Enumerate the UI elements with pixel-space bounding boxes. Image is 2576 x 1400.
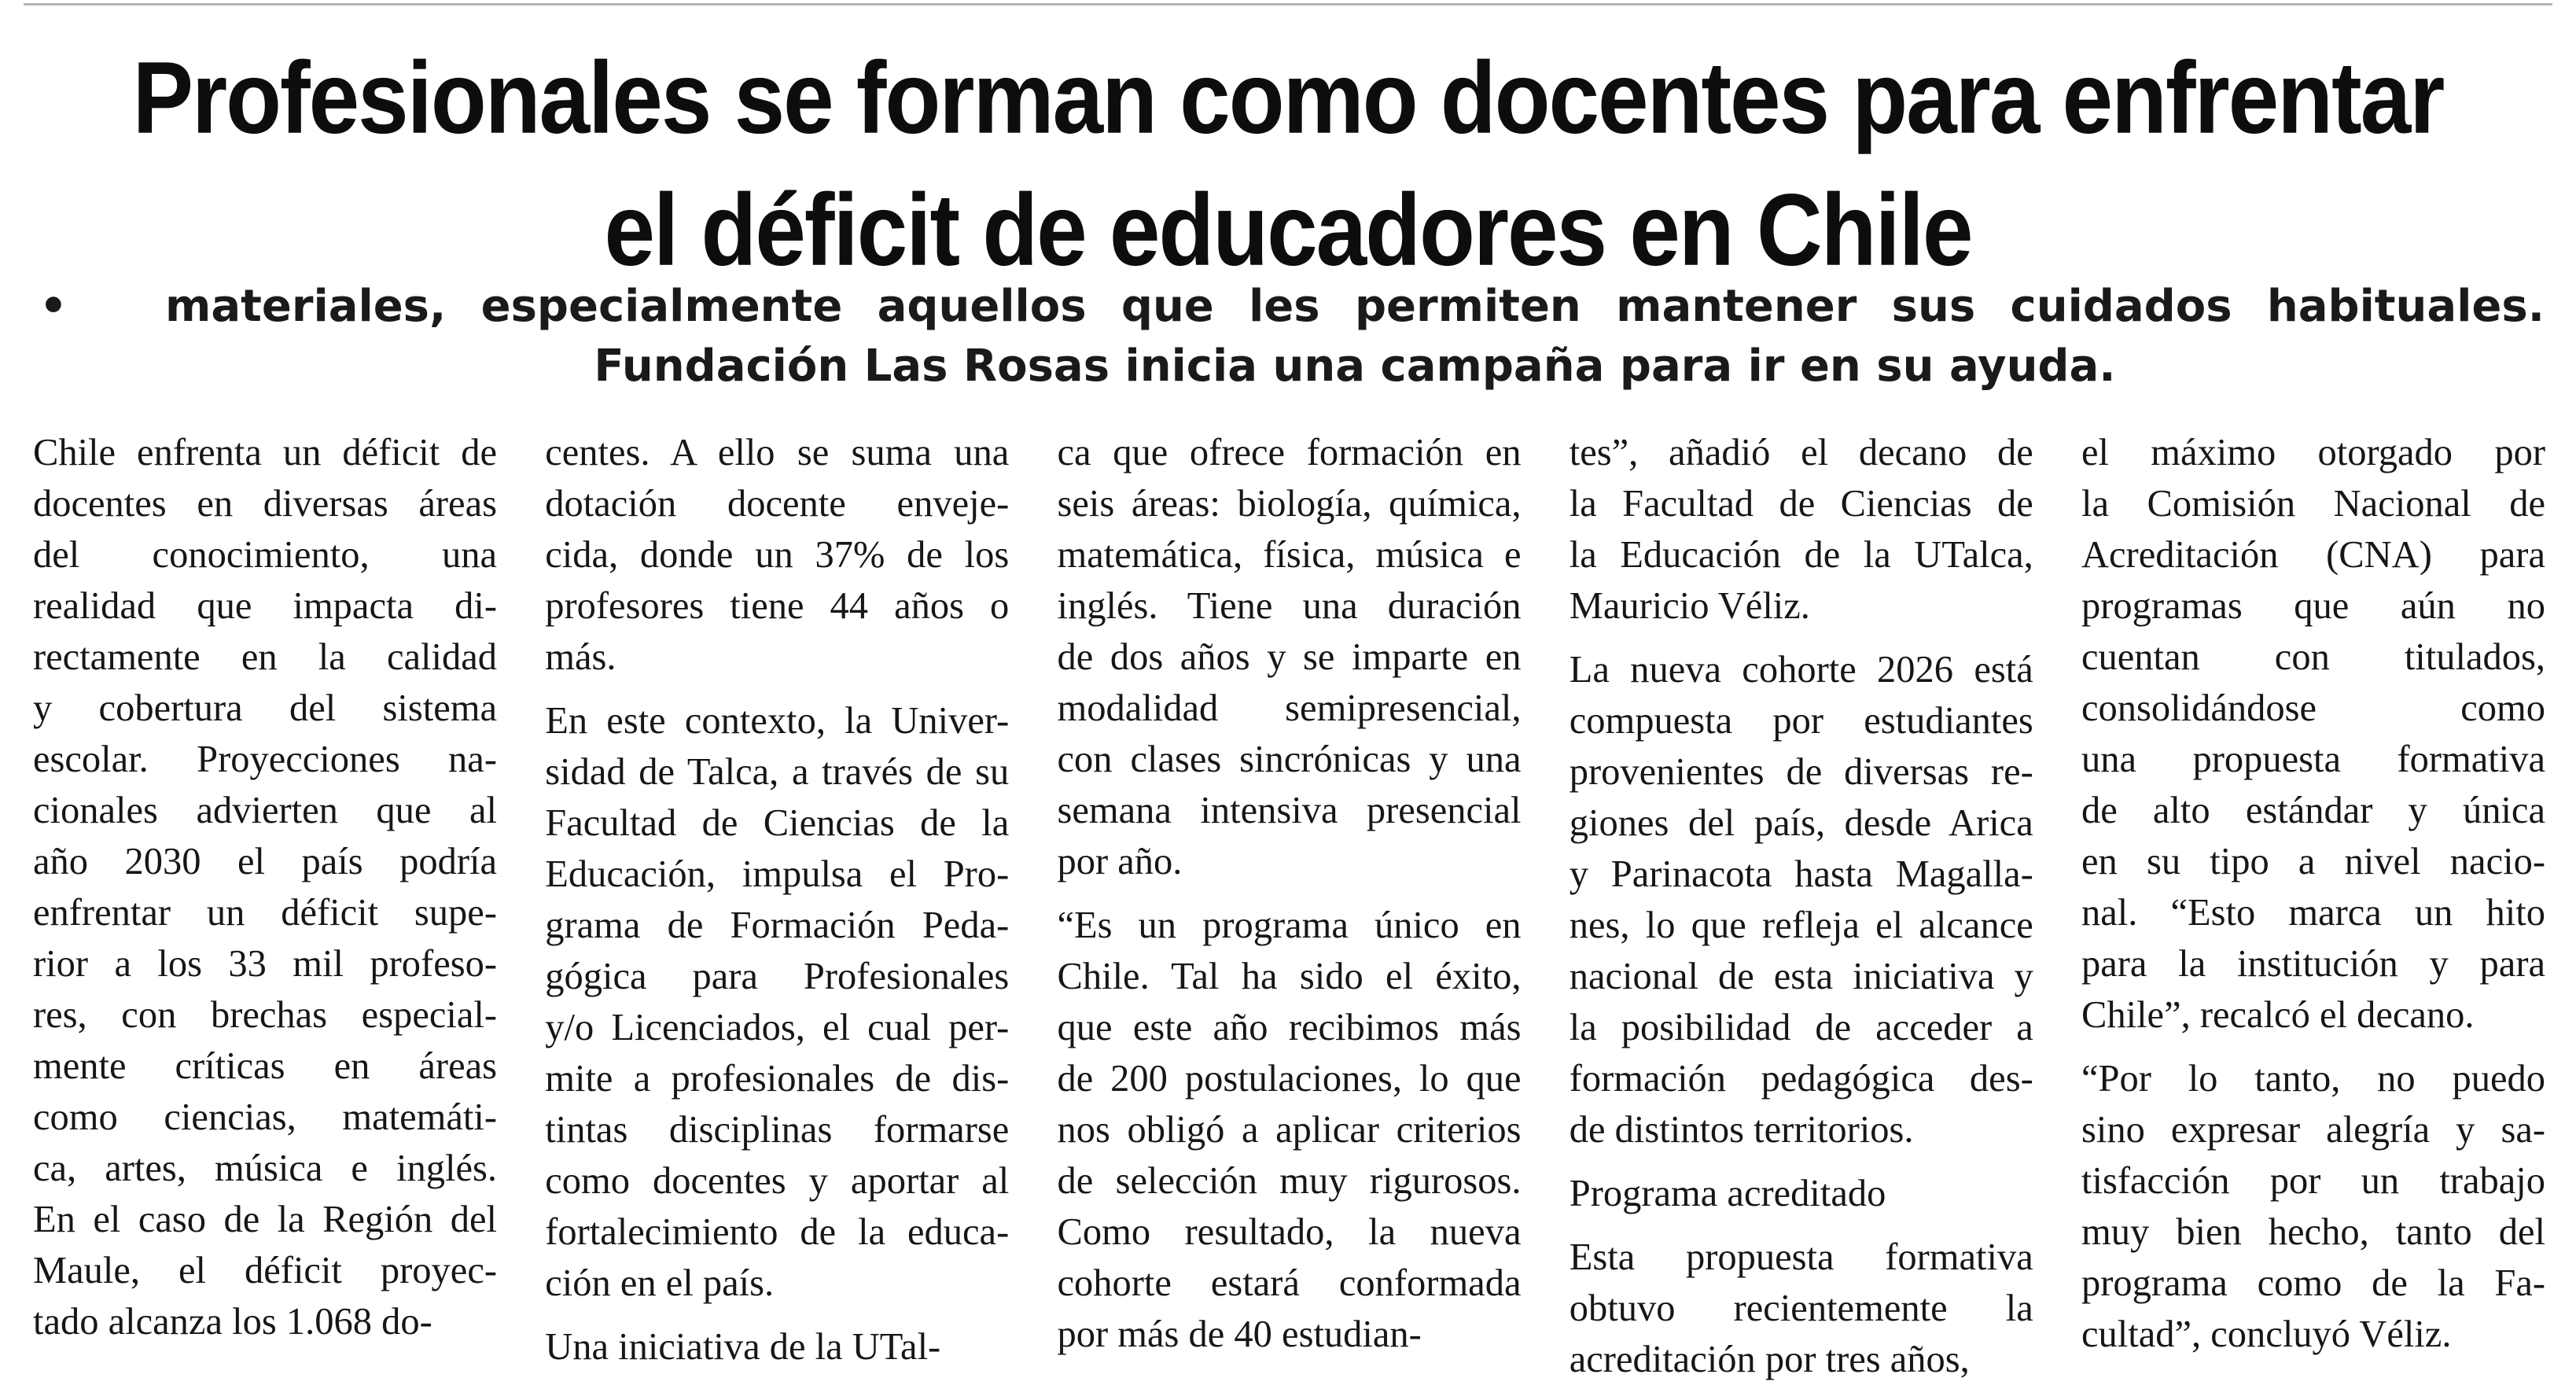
text-line: nos obligó a aplicar criterios [1057,1109,1522,1151]
article-column-5 [2081,427,2545,1371]
text-line: compuesta por estudiantes [1569,700,2033,742]
text-line: la posibilidad de acceder a [1569,1007,2033,1048]
text-line: Una iniciativa de la UTal- [545,1326,941,1368]
text-line: Maule, el déficit proyec- [33,1250,497,1291]
text-line: con clases sincrónicas y una [1057,739,1522,780]
text-line: Chile. Tal ha sido el éxito, [1057,956,1522,997]
article-column-1 [33,427,497,1371]
article-column-4 [1569,427,2033,1380]
text-line: sidad de Talca, a través de su [545,751,1010,793]
text-line: gógica para Profesionales [545,956,1010,997]
paragraph [33,427,497,1347]
paragraph [1570,644,2033,1155]
text-line: y cobertura del sistema [33,687,497,729]
text-line: Mauricio Véliz. [1569,585,1810,627]
text-line: cida, donde un 37% de los [545,534,1010,576]
paragraph [1570,1232,2033,1385]
paragraph [1058,427,1522,887]
text-line: rior a los 33 mil profeso- [33,943,497,985]
text-line: escolar. Proyecciones na- [33,739,497,780]
text-line: cultad”, concluyó Véliz. [2081,1313,2452,1355]
text-line: Esta propuesta formativa [1569,1236,2033,1278]
text-line: consolidándose como [2081,687,2545,729]
text-line: Programa acreditado [1569,1173,1886,1214]
text-line: por año. [1057,841,1183,882]
text-line: como docentes y aportar al [545,1160,1010,1202]
text-line: nal. “Esto marca un hito [2081,892,2545,934]
text-line: matemática, física, música e [1057,534,1522,576]
lead-text: materiales, especialmente aquellos que les permiten mantener sus cuidados habituales. Fundación Las Rosas inicia una campaña para ir en su ayuda. [165,281,2545,392]
text-line: cionales advierten que al [33,790,497,831]
text-line: “Es un programa único en [1057,904,1522,946]
text-line: dotación docente enveje- [545,483,1010,525]
text-line: centes. A ello se suma una [545,432,1010,473]
text-line: programas que aún no [2081,585,2545,627]
text-line: como ciencias, matemáti- [33,1096,497,1138]
text-line: provenientes de diversas re- [1569,751,2033,793]
bullet-icon: • [39,281,68,332]
text-line: tado alcanza los 1.068 do- [33,1301,432,1343]
text-line: mente críticas en áreas [33,1045,497,1087]
text-line: formación pedagógica des- [1569,1058,2033,1100]
text-line: res, con brechas especial- [33,994,497,1036]
text-line: sino expresar alegría y sa- [2081,1109,2545,1151]
text-line: nacional de esta iniciativa y [1569,956,2033,997]
text-line: de 200 postulaciones, lo que [1057,1058,1522,1100]
text-line: programa como de la Fa- [2081,1262,2545,1304]
headline [31,31,2545,296]
paragraph [1570,427,2033,632]
paragraph [2081,427,2545,1041]
text-line: muy bien hecho, tanto del [2081,1211,2545,1253]
text-line: Chile”, recalcó el decano. [2081,994,2475,1036]
text-line: En este contexto, la Univer- [545,700,1010,742]
paragraph [545,427,1009,683]
text-line: semana intensiva presencial [1057,790,1522,831]
text-line: Facultad de Ciencias de la [545,802,1010,844]
text-line: una propuesta formativa [2081,739,2545,780]
text-line: y Parinacota hasta Magalla- [1569,853,2033,895]
text-line: de selección muy rigurosos. [1057,1160,1522,1202]
text-line: la Comisión Nacional de [2081,483,2545,525]
text-line: año 2030 el país podría [33,841,497,882]
text-line: tintas disciplinas formarse [545,1109,1010,1151]
article-columns [33,427,2545,1380]
text-line: realidad que impacta di- [33,585,497,627]
text-line: “Por lo tanto, no puedo [2081,1058,2545,1100]
text-line: ca que ofrece formación en [1057,432,1522,473]
paragraph [545,1321,1009,1372]
text-line: ca, artes, música e inglés. [33,1148,497,1189]
text-line: de dos años y se imparte en [1057,636,1522,678]
text-line: tes”, añadió el decano de [1569,432,2033,473]
text-line: acreditación por tres años, [1569,1339,1970,1380]
text-line: La nueva cohorte 2026 está [1569,649,2033,691]
text-line: la Educación de la UTalca, [1569,534,2033,576]
text-line: y/o Licenciados, el cual per- [545,1007,1010,1048]
paragraph [545,695,1009,1309]
text-line: de alto estándar y única [2081,790,2545,831]
text-line: en su tipo a nivel nacio- [2081,841,2545,882]
top-rule [24,3,2552,6]
paragraph [2081,1053,2545,1360]
text-line: del conocimiento, una [33,534,497,576]
text-line: profesores tiene 44 años o [545,585,1010,627]
text-line: por más de 40 estudian- [1057,1313,1422,1355]
headline-line-1: Profesionales se forman como docentes para enfrentar [132,40,2444,155]
lead-paragraph [31,277,2545,396]
text-line: que este año recibimos más [1057,1007,1522,1048]
text-line: fortalecimiento de la educa- [545,1211,1010,1253]
text-line: giones del país, desde Arica [1569,802,2033,844]
paragraph [1058,900,1522,1360]
article-column-2 [545,427,1009,1371]
text-line: inglés. Tiene una duración [1057,585,1522,627]
headline-line-2: el déficit de educadores en Chile [604,172,1972,287]
text-line: tisfacción por un trabajo [2081,1160,2545,1202]
text-line: cuentan con titulados, [2081,636,2545,678]
text-line: grama de Formación Peda- [545,904,1010,946]
text-line: Acreditación (CNA) para [2081,534,2545,576]
text-line: ción en el país. [545,1262,775,1304]
section-heading [1570,1168,2033,1219]
text-line: obtuvo recientemente la [1569,1288,2033,1329]
text-line: la Facultad de Ciencias de [1569,483,2033,525]
text-line: En el caso de la Región del [33,1199,497,1240]
text-line: Educación, impulsa el Pro- [545,853,1010,895]
text-line: el máximo otorgado por [2081,432,2545,473]
text-line: docentes en diversas áreas [33,483,497,525]
text-line: rectamente en la calidad [33,636,497,678]
text-line: más. [545,636,616,678]
text-line: para la institución y para [2081,943,2545,985]
text-line: modalidad semipresencial, [1057,687,1522,729]
text-line: enfrentar un déficit supe- [33,892,497,934]
text-line: Chile enfrenta un déficit de [33,432,497,473]
text-line: mite a profesionales de dis- [545,1058,1010,1100]
text-line: de distintos territorios. [1569,1109,1914,1151]
text-line: nes, lo que refleja el alcance [1569,904,2033,946]
text-line: Como resultado, la nueva [1057,1211,1522,1253]
text-line: cohorte estará conformada [1057,1262,1522,1304]
text-line: seis áreas: biología, química, [1057,483,1522,525]
article-column-3 [1058,427,1522,1371]
